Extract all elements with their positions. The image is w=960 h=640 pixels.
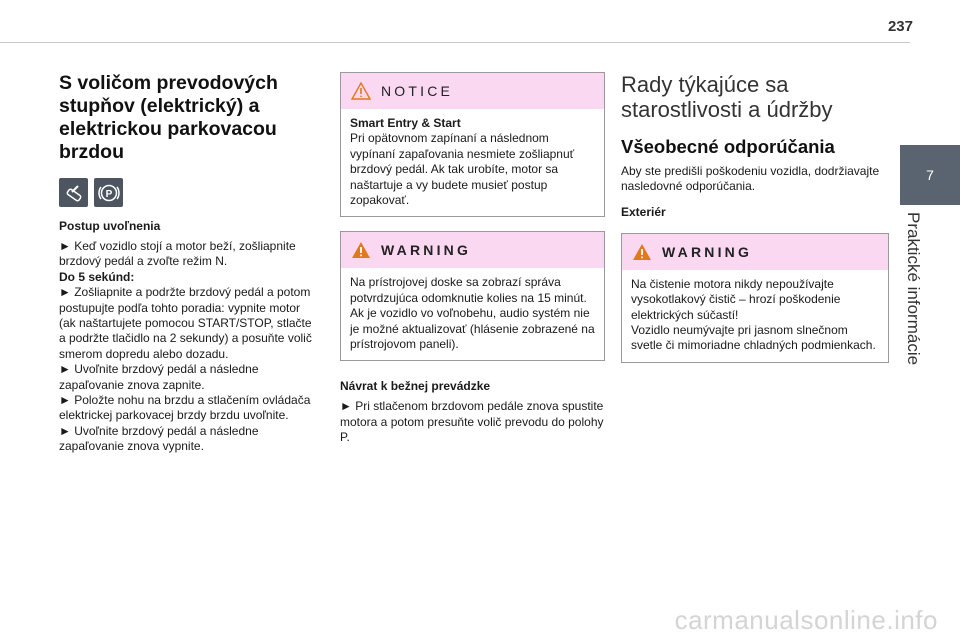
column-left bbox=[59, 72, 317, 455]
warning-text-2: Vozidlo neumývajte pri jasnom slnečnom svetle či mimoriadne chladných podmienkach. bbox=[631, 323, 876, 353]
step-5: ► Uvoľnite brzdový pedál a následne zapaľovanie znova vypnite. bbox=[59, 423, 259, 454]
notice-box bbox=[340, 72, 605, 217]
top-rule bbox=[0, 42, 910, 43]
step-label: Do 5 sekúnd: bbox=[59, 269, 135, 284]
general-intro: Aby ste predišli poškodeniu vozidla, dodržiavajte nasledovné odporúčania. bbox=[621, 164, 880, 194]
watermark: carmanualsonline.info bbox=[674, 605, 938, 635]
warning-triangle-icon bbox=[632, 243, 652, 261]
warning-triangle-icon bbox=[351, 241, 371, 259]
step-2: ► Zošliapnite a podržte brzdový pedál a potom postupujte podľa tohto poradia: vypnite motor (ak naštartujete pomocou START/STOP, stlačte a podržte tlačidlo na 2 sekundy) a posuňte volič smerom dopredu alebo dozadu. bbox=[59, 285, 312, 361]
warning-triangle-icon bbox=[351, 82, 371, 100]
notice-title: Smart Entry & Start bbox=[350, 116, 461, 130]
notice-label: NOTICE bbox=[381, 83, 454, 99]
warning-body: Na prístrojovej doske sa zobrazí správa potvrdzujúca odomknutie kolies na 15 minút. Ak je vozidlo vo voľnobehu, audio systém nie je možné aktualizovať (hlásenie zobrazené na prístrojovom paneli). bbox=[350, 275, 595, 352]
care-title: Rady týkajúce sa starostlivosti a údržby bbox=[621, 72, 833, 122]
warning-header bbox=[622, 234, 888, 270]
notice-body bbox=[341, 109, 604, 216]
parking-brake-icon bbox=[94, 178, 123, 207]
warning-text-1: Na čistenie motora nikdy nepoužívajte vysokotlakový čistič – hrozí poškodenie elektrických súčastí! bbox=[631, 276, 841, 322]
warning-label: WARNING bbox=[662, 243, 753, 260]
column-right bbox=[621, 72, 889, 377]
warning-body bbox=[622, 270, 888, 362]
gear-selector-icon bbox=[59, 178, 88, 207]
return-heading: Návrat k bežnej prevádzke bbox=[340, 379, 491, 394]
return-text: ► Pri stlačenom brzdovom pedále znova spustite motora a potom presuňte volič prevodu do polohy P. bbox=[340, 399, 604, 445]
notice-text: Pri opätovnom zapínaní a následnom vypínaní zapaľovania nesmiete zošliapnuť brzdový pedál. Ak tak urobíte, motor sa naštartuje a vy budete musieť postup zopakovať. bbox=[350, 131, 575, 208]
column-middle bbox=[340, 72, 605, 446]
exterior-heading: Exteriér bbox=[621, 204, 666, 219]
svg-text:P: P bbox=[105, 188, 112, 200]
step-4: ► Položte nohu na brzdu a stlačením ovládača elektrickej parkovacej brzdy brzdu uvoľnite. bbox=[59, 393, 311, 423]
section-title: S voličom prevodových stupňov (elektrický) a elektrickou parkovacou brzdou bbox=[59, 72, 278, 163]
step-3: ► Uvoľnite brzdový pedál a následne zapaľovanie znova zapnite. bbox=[59, 362, 259, 392]
notice-header bbox=[341, 73, 604, 109]
warning-label: WARNING bbox=[381, 242, 472, 259]
chapter-title: Praktické informácie bbox=[904, 212, 923, 366]
icon-row bbox=[59, 178, 317, 207]
warning-header bbox=[341, 232, 604, 268]
warning-box bbox=[340, 231, 605, 361]
warning-box-exterior bbox=[621, 233, 889, 363]
page-number: 237 bbox=[887, 18, 913, 35]
release-procedure-heading: Postup uvoľnenia bbox=[59, 219, 161, 233]
general-recommendations-heading: Všeobecné odporúčania bbox=[621, 136, 835, 157]
step-1: ► Keď vozidlo stojí a motor beží, zošliapnite brzdový pedál a zvoľte režim N. bbox=[59, 239, 296, 269]
chapter-tab: 7 bbox=[900, 145, 960, 205]
